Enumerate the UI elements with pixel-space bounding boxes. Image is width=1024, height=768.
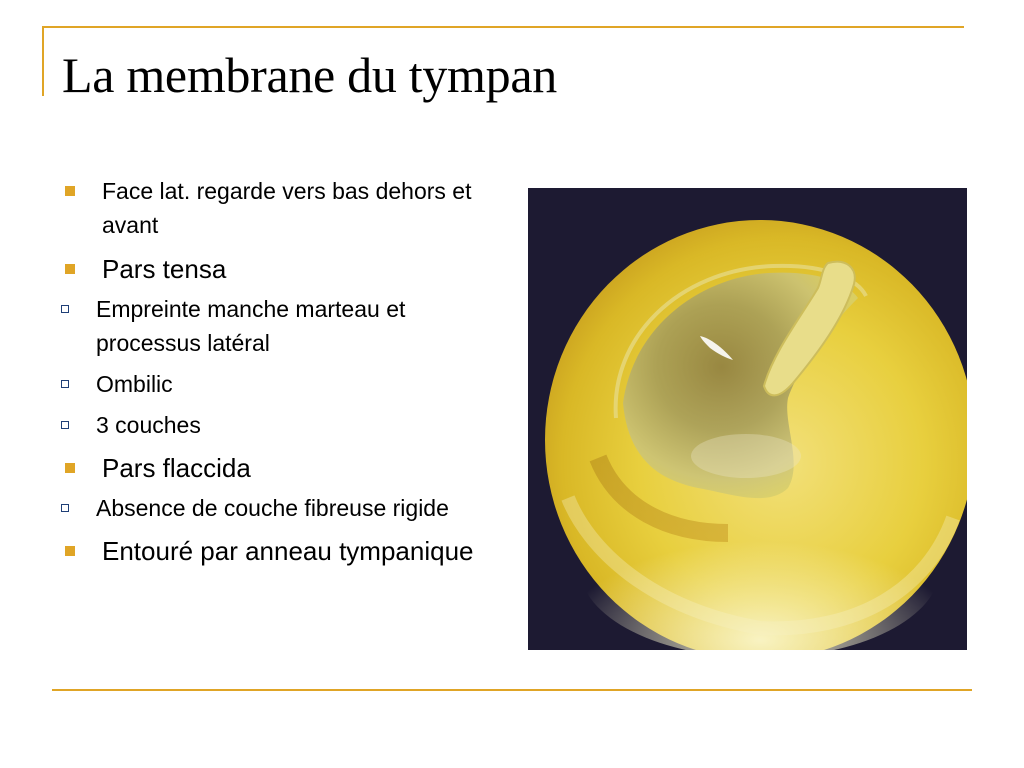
bottom-divider xyxy=(52,689,972,691)
bullet-item xyxy=(60,174,500,242)
bullet-text: Pars flaccida xyxy=(102,453,251,483)
eardrum-image-svg xyxy=(528,188,967,650)
sub-list xyxy=(60,491,500,525)
sub-bullet-item xyxy=(18,367,500,401)
sub-bullet-text: Ombilic xyxy=(96,371,173,397)
eardrum-otoscope-photo xyxy=(528,188,967,650)
sub-bullet-text: 3 couches xyxy=(96,412,201,438)
sub-bullet-item xyxy=(18,491,500,525)
bullet-text: Pars tensa xyxy=(102,254,227,284)
hollow-square-bullet-icon xyxy=(61,421,69,429)
title-frame-left-rule xyxy=(42,26,44,96)
hollow-square-bullet-icon xyxy=(61,380,69,388)
square-bullet-icon xyxy=(65,264,75,274)
hollow-square-bullet-icon xyxy=(61,305,69,313)
sub-bullet-text: Empreinte manche marteau et processus latéral xyxy=(96,296,406,356)
title-frame-top-rule xyxy=(42,26,964,28)
sub-bullet-item xyxy=(18,292,500,360)
sub-list-container xyxy=(60,491,500,525)
bullet-text: Face lat. regarde vers bas dehors et avant xyxy=(102,178,472,238)
square-bullet-icon xyxy=(65,463,75,473)
hollow-square-bullet-icon xyxy=(61,504,69,512)
sub-list-container xyxy=(60,292,500,442)
sub-bullet-item xyxy=(18,408,500,442)
bullet-list xyxy=(60,174,500,574)
bullet-text: Entouré par anneau tympanique xyxy=(102,536,474,566)
bullet-item xyxy=(60,532,500,570)
sub-bullet-text: Absence de couche fibreuse rigide xyxy=(96,495,449,521)
square-bullet-icon xyxy=(65,546,75,556)
square-bullet-icon xyxy=(65,186,75,196)
bullet-item xyxy=(60,250,500,288)
bullet-item xyxy=(60,449,500,487)
slide-title: La membrane du tympan xyxy=(62,47,557,103)
sub-list xyxy=(60,292,500,442)
